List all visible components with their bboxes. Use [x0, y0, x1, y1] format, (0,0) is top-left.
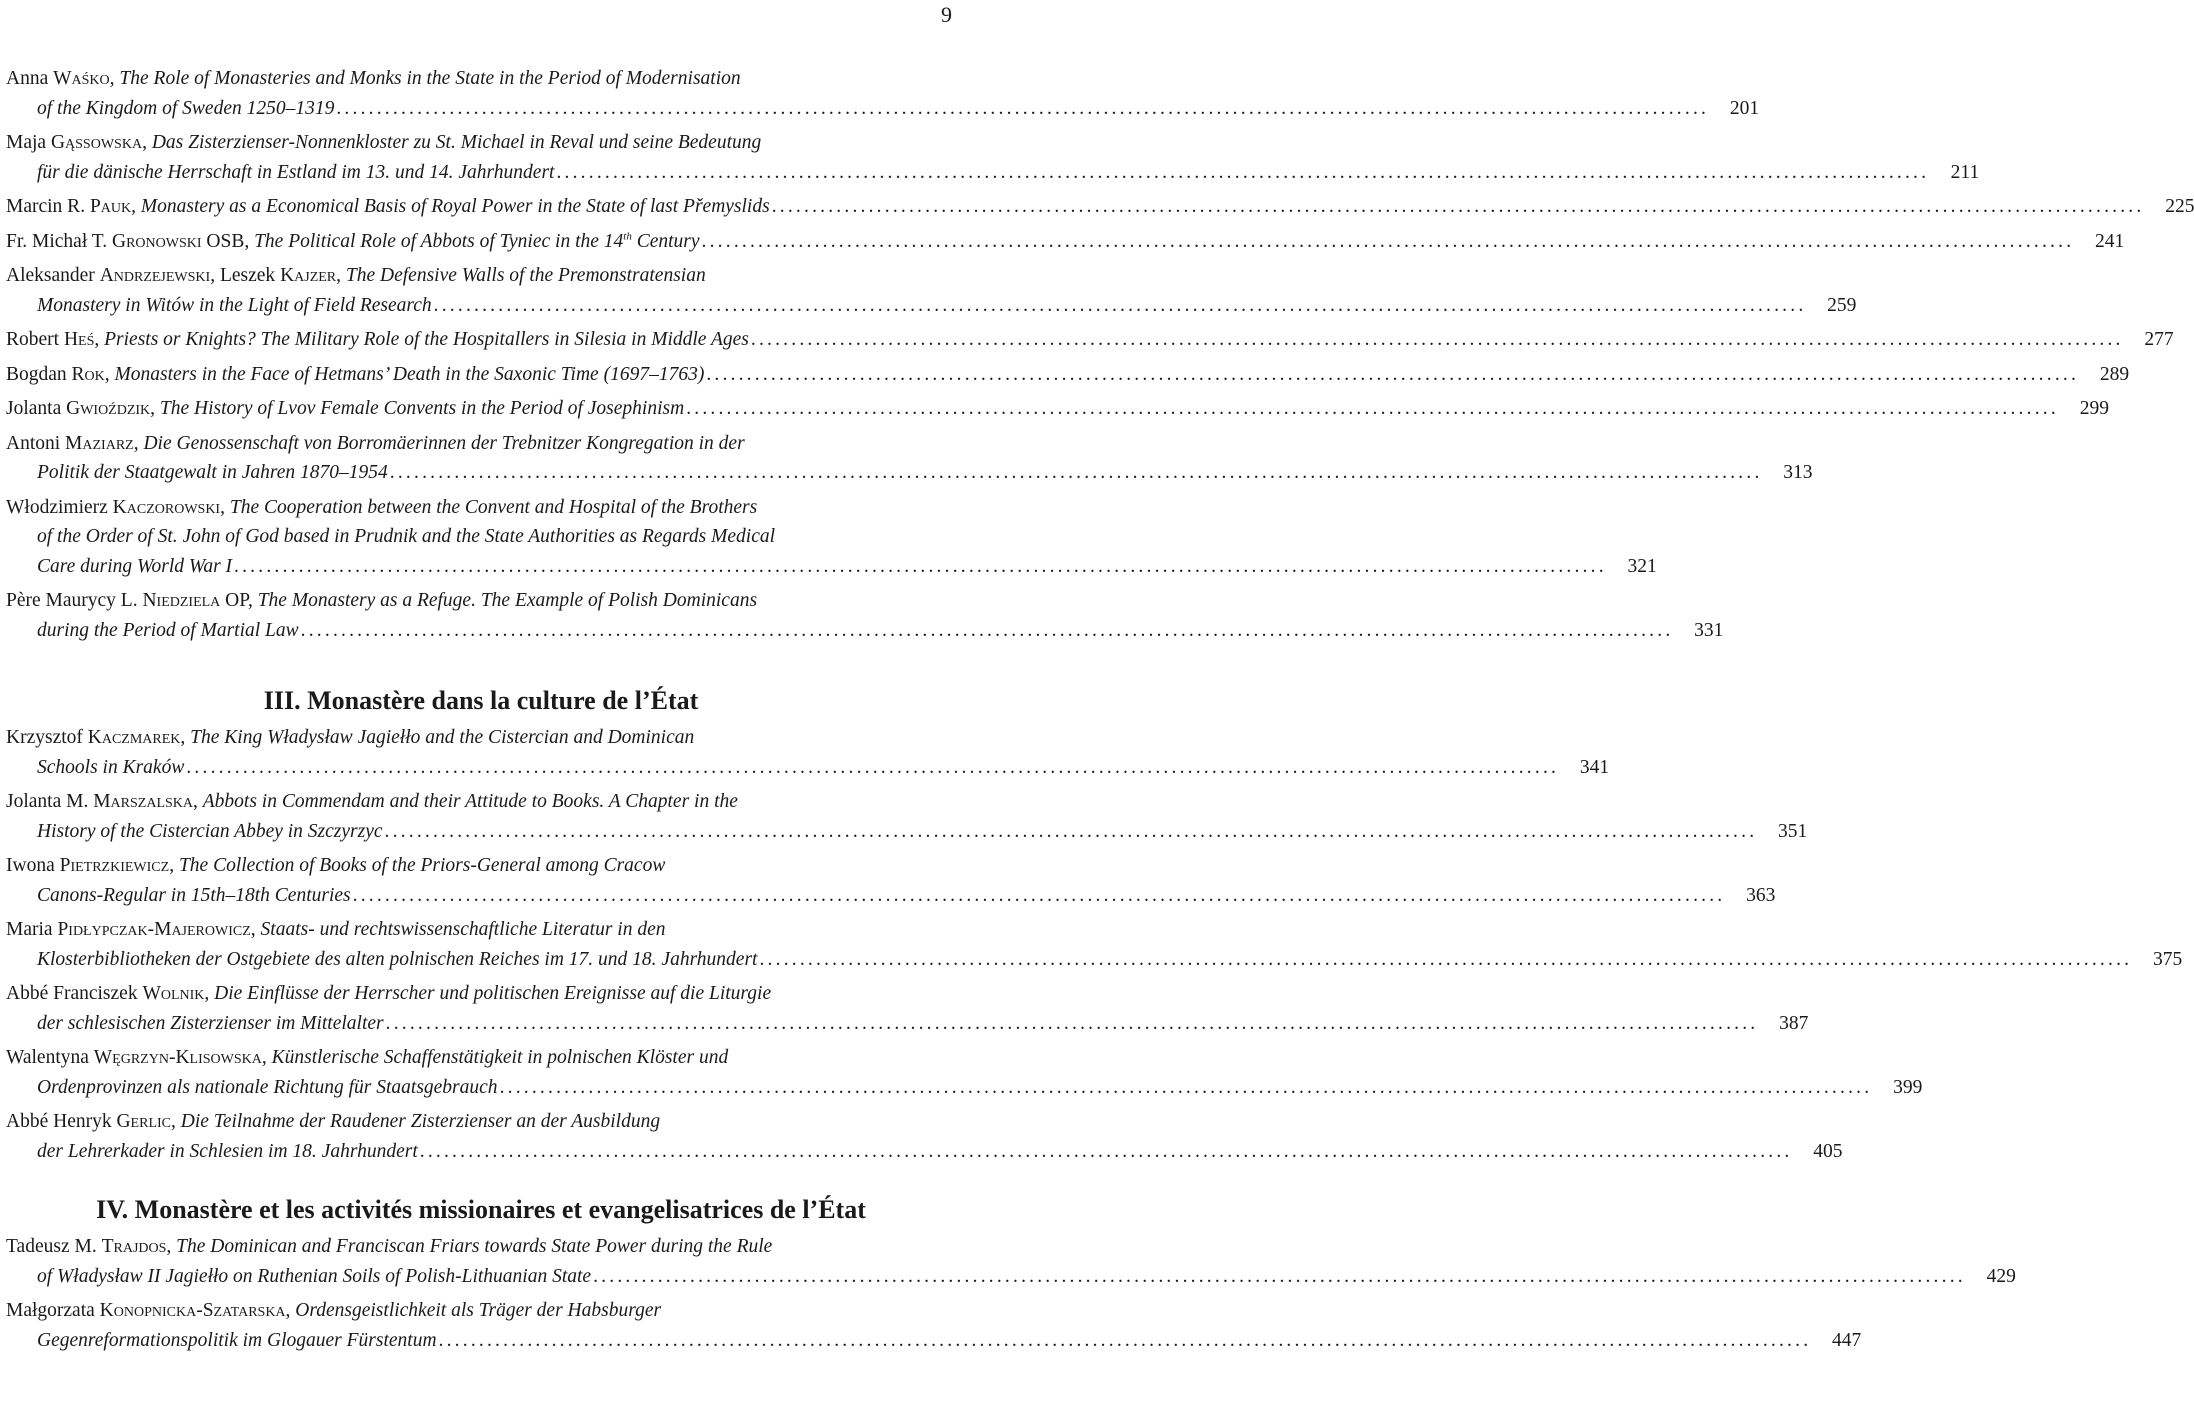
toc-entry-first-line [6, 1107, 956, 1137]
toc-entry-first-line [6, 915, 956, 945]
article-title-cont: Ordenprovinzen als nationale Richtung für Staatsgebrauch [37, 1076, 498, 1098]
toc-entry-text [37, 458, 388, 488]
author-given-name: Aleksander [6, 265, 100, 286]
author-surname: Wolnik [142, 983, 205, 1004]
author-surname: Gronowski [111, 230, 202, 252]
toc-entry[interactable] [6, 394, 2109, 424]
toc-entry[interactable] [6, 1043, 1923, 1102]
article-title: Priests or Knights? The Military Role of the Hospitallers in Silesia in Middle Ages [104, 329, 749, 350]
page-ref: 399 [1893, 1076, 1923, 1098]
page-ref: 225 [2165, 196, 2194, 217]
author-suffix: , [204, 983, 215, 1004]
toc-entry[interactable] [6, 360, 2130, 390]
article-title-cont: of Władysław II Jagiełło on Ruthenian Soils of Polish-Lithuanian State [37, 1265, 592, 1287]
toc-entry-continuation-line [6, 1262, 2016, 1292]
dot-leader: .......................................................................................................................................................................... [771, 196, 2145, 217]
toc-entry[interactable] [6, 227, 2125, 257]
toc-entry-first-line [6, 394, 2109, 424]
article-title-cont: of the Order of St. John of God based in Prudnik and the State Authorities as Regards Medical [37, 526, 776, 547]
toc-entry-text [37, 1073, 498, 1103]
article-title: The Role of Monasteries and Monks in the State in the Period of Modernisation [119, 68, 741, 89]
toc-entry-text [6, 192, 770, 222]
toc-entry-continuation-line [6, 1009, 1809, 1039]
author-suffix: , [94, 329, 105, 350]
dot-leader: .......................................................................................................................................................................... [556, 161, 1930, 183]
author-suffix: , [180, 727, 191, 748]
page-ref: 387 [1779, 1012, 1809, 1034]
article-title-cont: History of the Cistercian Abbey in Szczyrzyc [37, 820, 383, 842]
author-suffix: , [193, 791, 203, 812]
toc-entry-text [6, 394, 684, 424]
author-given-name: Włodzimierz [6, 496, 113, 518]
author-surname: Pietrzkiewicz [59, 855, 170, 876]
toc-entry-first-line [6, 586, 956, 616]
toc-entry-text [37, 1137, 418, 1167]
toc-entry-continuation-line [6, 1326, 1862, 1356]
article-title-cont: during the Period of Martial Law [37, 619, 299, 641]
dot-leader: .......................................................................................................................................................................... [750, 329, 2124, 350]
article-title-cont: Monastery in Witów in the Light of Field Research [37, 294, 432, 316]
toc-entry-first-line [6, 429, 956, 459]
toc-entry-text [37, 158, 554, 188]
dot-leader: .......................................................................................................................................................................... [499, 1076, 1873, 1098]
toc-entry-first-line [6, 787, 956, 817]
author-suffix: OSB, [201, 230, 255, 252]
dot-leader: .......................................................................................................................................................................... [433, 294, 1807, 316]
toc-entry-first-line [6, 261, 956, 291]
author-given-name: Anna [6, 68, 54, 89]
page-ref: 241 [2095, 230, 2125, 252]
author-given-name: Bogdan [6, 363, 72, 385]
author-suffix: , [171, 1111, 181, 1132]
article-title: Monasters in the Face of Hetmans’ Death in the Saxonic Time (1697–1763) [114, 363, 705, 385]
page-ref: 331 [1694, 619, 1724, 641]
author-suffix: , [131, 196, 141, 217]
toc-entry[interactable] [6, 1232, 2016, 1291]
toc-entry[interactable] [6, 979, 1809, 1038]
author-suffix: , [133, 432, 144, 454]
page-ref: 211 [1950, 161, 1980, 183]
author-surname: Węgrzyn-Klisowska [93, 1047, 262, 1068]
toc-entry-continuation-line [6, 94, 1760, 124]
page-number: 9 [941, 2, 952, 27]
page-ref: 447 [1832, 1329, 1862, 1351]
author-surname: Konopnicka-Szatarska [99, 1300, 286, 1321]
toc-entry-continuation-line [6, 881, 1776, 911]
table-of-contents [6, 64, 2194, 1360]
article-title: Die Einflüsse der Herrscher und politischen Ereignisse auf die Liturgie [214, 983, 772, 1004]
toc-entry[interactable] [6, 586, 1724, 645]
author-given-name: Fr. Michał T. [6, 230, 112, 252]
dot-leader: .......................................................................................................................................................................... [336, 97, 1710, 119]
author-surname: Pidłypczak-Majerowicz [57, 919, 251, 940]
toc-entry[interactable] [6, 851, 1776, 910]
page-ref: 375 [2152, 948, 2183, 970]
toc-entry-first-line [6, 128, 956, 158]
toc-entry[interactable] [6, 1296, 1862, 1355]
author-suffix: , [166, 1236, 177, 1257]
toc-entry-continuation-line [6, 753, 1610, 783]
page-ref: 363 [1746, 884, 1776, 906]
page-ref: 299 [2079, 398, 2109, 419]
article-title-cont: Gegenreformationspolitik im Glogauer Fürstentum [37, 1329, 437, 1351]
author-given-name: Robert [6, 329, 64, 350]
author-given-name: Krzysztof [6, 727, 88, 748]
toc-entry-continuation-line [6, 945, 2183, 975]
toc-entry[interactable] [6, 261, 1857, 320]
author-suffix: , [261, 1047, 272, 1068]
author-given-name: Antoni [6, 432, 66, 454]
toc-entry[interactable] [6, 64, 1760, 123]
article-title-cont: Politik der Staatgewalt in Jahren 1870–1954 [37, 462, 388, 483]
author-surname: Trajdos [101, 1236, 167, 1257]
author-surname: Maziarz [65, 432, 134, 454]
author-surname: Gąssowska [50, 132, 143, 153]
toc-entry[interactable] [6, 493, 1657, 582]
toc-entry-continuation-line [6, 522, 956, 552]
author-suffix: , [104, 363, 115, 385]
author-surname: Waśko [53, 68, 110, 89]
dot-leader: .......................................................................................................................................................................... [384, 820, 1758, 842]
toc-entry-first-line [6, 192, 2194, 222]
article-title: Abbots in Commendam and their Attitude to Books. A Chapter in the [202, 791, 738, 812]
article-title-cont: Canons-Regular in 15th–18th Centuries [37, 884, 351, 906]
toc-entry-text [6, 325, 749, 355]
article-title-cont: Century [631, 230, 700, 252]
article-title: Das Zisterzienser-Nonnenkloster zu St. Michael in Reval und seine Bedeutung [151, 132, 762, 153]
toc-entry[interactable] [6, 915, 2183, 974]
toc-entry[interactable] [6, 429, 1813, 488]
page-ref: 201 [1729, 97, 1760, 119]
author-given-name: Tadeusz M. [6, 1236, 102, 1257]
toc-entry-text [37, 817, 383, 847]
toc-entry-first-line [6, 360, 2130, 390]
article-title: Monastery as a Economical Basis of Royal Power in the State of last Přemyslids [140, 196, 770, 217]
toc-entry-text [6, 227, 700, 257]
toc-section-2-list [6, 64, 2194, 645]
section-heading-iv: IV. Monastère et les activités missionaires et evangelisatrices de l’État [96, 1195, 866, 1224]
section-heading-iii: III. Monastère dans la culture de l’État [263, 686, 699, 715]
author-given-name: Maja [6, 132, 51, 153]
author-given-name: Abbé Henryk [6, 1111, 117, 1132]
toc-entry-first-line [6, 227, 2125, 257]
dot-leader: .......................................................................................................................................................................... [234, 555, 1607, 577]
dot-leader: .......................................................................................................................................................................... [186, 756, 1560, 778]
toc-entry-text [37, 753, 184, 783]
author-surname: Kajzer [280, 265, 337, 286]
toc-entry-text [37, 291, 432, 321]
toc-entry-continuation-line [6, 552, 1657, 582]
dot-leader: .......................................................................................................................................................................... [759, 948, 2133, 970]
dot-leader: .......................................................................................................................................................................... [593, 1265, 1966, 1287]
toc-section-4-list [6, 1232, 2016, 1355]
author-suffix: , [109, 68, 120, 89]
page-ref: 313 [1783, 462, 1813, 483]
author-surname: Marszalska [93, 791, 193, 812]
toc-entry-continuation-line [6, 616, 1724, 646]
author-suffix: , [150, 398, 160, 419]
toc-entry-text [6, 360, 704, 390]
article-title: The Collection of Books of the Priors-General among Cracow [178, 855, 666, 876]
toc-entry-continuation-line [6, 291, 1857, 321]
toc-entry-first-line [6, 64, 956, 94]
page-ref: 289 [2099, 363, 2130, 385]
author-suffix: OP, [220, 590, 258, 611]
author-surname: Heś [63, 329, 95, 350]
article-title-cont: Care during World War I [37, 555, 233, 577]
article-title-cont: der Lehrerkader in Schlesien im 18. Jahrhundert [37, 1140, 418, 1162]
toc-entry-first-line [6, 1296, 956, 1326]
toc-entry-first-line [6, 325, 2174, 355]
article-title-cont: der schlesischen Zisterzienser im Mittelalter [37, 1012, 384, 1034]
article-title: Die Genossenschaft von Borromäerinnen der Trebnitzer Kongregation in der [143, 432, 745, 454]
toc-entry[interactable] [6, 1107, 1843, 1166]
page-ref: 351 [1778, 820, 1808, 842]
article-title-cont: für die dänische Herrschaft in Estland im 13. und 14. Jahrhundert [37, 161, 555, 183]
article-title: The Monastery as a Refuge. The Example of Polish Dominicans [257, 590, 758, 611]
dot-leader: .......................................................................................................................................................................... [701, 230, 2075, 252]
author-surname: Rok [71, 363, 105, 385]
author-surname: Gerlic [116, 1111, 171, 1132]
author-surname: Niedziela [142, 590, 221, 611]
author-surname: Pauk [89, 196, 132, 217]
toc-entry-text [37, 881, 351, 911]
toc-section-3-list [6, 723, 2183, 1166]
dot-leader: .......................................................................................................................................................................... [419, 1140, 1793, 1162]
author-given-name: Marcin R. [6, 196, 90, 217]
article-title: The Dominican and Franciscan Friars towards State Power during the Rule [176, 1236, 773, 1257]
author-suffix: , [169, 855, 179, 876]
article-title: The Political Role of Abbots of Tyniec in the 14 [254, 230, 624, 252]
author-given-name: Walentyna [6, 1047, 94, 1068]
toc-entry-text [37, 1326, 437, 1356]
toc-entry-continuation-line [6, 1137, 1843, 1167]
author-surname: Kaczmarek [87, 727, 181, 748]
dot-leader: .......................................................................................................................................................................... [686, 398, 2059, 419]
toc-entry[interactable] [6, 192, 2194, 222]
toc-entry-text [37, 1009, 384, 1039]
author-suffix: , [336, 265, 346, 286]
dot-leader: .......................................................................................................................................................................... [385, 1012, 1759, 1034]
toc-entry-first-line [6, 1043, 956, 1073]
article-title: Ordensgeistlichkeit als Träger der Habsburger [295, 1300, 662, 1321]
author-suffix: , [220, 496, 230, 518]
article-title: Staats- und rechtswissenschaftliche Literatur in den [260, 919, 666, 940]
article-title: The King Władysław Jagiełło and the Cistercian and Dominican [190, 727, 695, 748]
dot-leader: .......................................................................................................................................................................... [300, 619, 1674, 641]
author-given-name: Iwona [6, 855, 60, 876]
superscript: th [623, 230, 632, 242]
toc-entry[interactable] [6, 787, 1808, 846]
author-suffix: , [250, 919, 261, 940]
toc-entry-first-line [6, 723, 956, 753]
author-suffix: , Leszek [210, 265, 281, 286]
article-title: The Defensive Walls of the Premonstratensian [345, 265, 706, 286]
article-title: The Cooperation between the Convent and Hospital of the Brothers [229, 496, 758, 518]
author-given-name: Małgorzata [6, 1300, 100, 1321]
toc-entry-first-line [6, 493, 956, 523]
toc-entry-continuation-line [6, 1073, 1923, 1103]
dot-leader: .......................................................................................................................................................................... [352, 884, 1726, 906]
toc-entry-text [37, 1262, 591, 1292]
article-title: Künstlerische Schaffenstätigkeit in polnischen Klöster und [271, 1047, 729, 1068]
article-title-cont: of the Kingdom of Sweden 1250–1319 [37, 97, 335, 119]
author-given-name: Jolanta M. [6, 791, 94, 812]
toc-entry-first-line [6, 851, 956, 881]
article-title: Die Teilnahme der Raudener Zisterzienser an der Ausbildung [180, 1111, 661, 1132]
dot-leader: .......................................................................................................................................................................... [438, 1329, 1812, 1351]
author-surname: Gwioździk [66, 398, 151, 419]
author-given-name: Jolanta [6, 398, 67, 419]
toc-entry-first-line [6, 1232, 956, 1262]
toc-entry[interactable] [6, 325, 2174, 355]
toc-entry-continuation-line [6, 458, 1813, 488]
toc-entry[interactable] [6, 128, 1980, 187]
author-surname: Kaczorowski [112, 496, 221, 518]
article-title: The History of Lvov Female Convents in the Period of Josephinism [159, 398, 685, 419]
author-suffix: , [142, 132, 152, 153]
toc-entry-continuation-line [6, 158, 1980, 188]
dot-leader: .......................................................................................................................................................................... [389, 462, 1763, 483]
author-given-name: Maria [6, 919, 58, 940]
page-ref: 405 [1813, 1140, 1843, 1162]
toc-entry-continuation-line [6, 817, 1808, 847]
page-ref: 277 [2144, 329, 2174, 350]
toc-entry-text [37, 552, 232, 582]
page-ref: 321 [1627, 555, 1657, 577]
article-title-cont: Schools in Kraków [37, 756, 185, 778]
article-title-cont: Klosterbibliotheken der Ostgebiete des alten polnischen Reiches im 17. und 18. Jahrhundert [37, 948, 758, 970]
author-given-name: Abbé Franciszek [6, 983, 143, 1004]
dot-leader: .......................................................................................................................................................................... [706, 363, 2080, 385]
page-ref: 341 [1579, 756, 1610, 778]
toc-entry-text [37, 94, 334, 124]
toc-entry-first-line [6, 979, 956, 1009]
author-suffix: , [285, 1300, 296, 1321]
author-surname: Andrzejewski [99, 265, 211, 286]
page-ref: 429 [1986, 1265, 2016, 1287]
page-ref: 259 [1827, 294, 1857, 316]
toc-entry-text [37, 616, 299, 646]
toc-entry[interactable] [6, 723, 1610, 782]
toc-entry-text [37, 945, 757, 975]
author-given-name: Père Maurycy L. [6, 590, 143, 611]
